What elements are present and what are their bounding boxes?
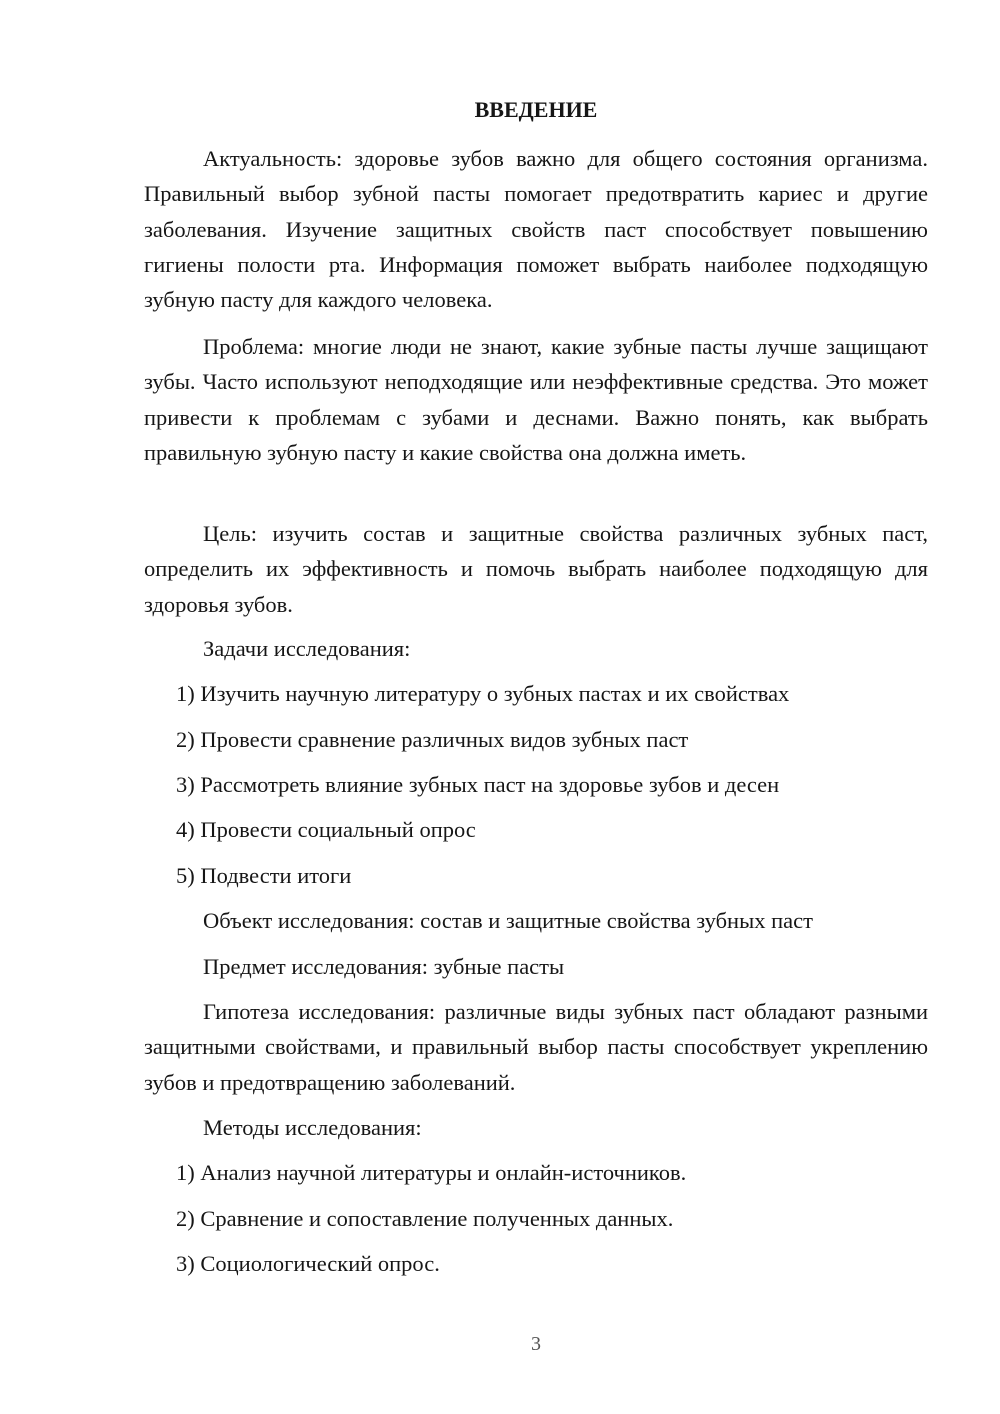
tasks-list-item: 5) Подвести итоги (176, 863, 352, 888)
tasks-heading-block (144, 631, 928, 666)
tasks-item-1-block (144, 676, 928, 711)
methods-heading-block (144, 1110, 928, 1145)
methods-heading: Методы исследования: (203, 1115, 422, 1140)
methods-item-3-block (144, 1246, 928, 1281)
tasks-item-5-block (144, 858, 928, 893)
methods-list-item: 1) Анализ научной литературы и онлайн-источников. (176, 1160, 687, 1185)
tasks-list-item: 1) Изучить научную литературу о зубных пастах и их свойствах (176, 681, 790, 706)
object-paragraph: Объект исследования: состав и защитные свойства зубных паст (203, 908, 813, 933)
page-number: 3 (531, 1333, 541, 1355)
methods-item-1-block (144, 1155, 928, 1190)
tasks-list-item: 3) Рассмотреть влияние зубных паст на здоровье зубов и десен (176, 772, 780, 797)
relevance-paragraph: Актуальность: здоровье зубов важно для общего состояния организма. Правильный выбор зубной пасты помогает предотвратить кариес и другие заболевания. Изучение защитных свойств паст способствует повышению гигиены полости рта. Информация поможет выбрать наиболее подходящую зубную пасту для каждого человека. (144, 146, 928, 313)
tasks-item-4-block (144, 812, 928, 847)
tasks-list-item: 2) Провести сравнение различных видов зубных паст (176, 727, 689, 752)
hypothesis-block (144, 994, 928, 1100)
tasks-list-item: 4) Провести социальный опрос (176, 817, 476, 842)
relevance-block (144, 141, 928, 317)
problem-paragraph: Проблема: многие люди не знают, какие зубные пасты лучше защищают зубы. Часто используют неподходящие или неэффективные средства. Это может привести к проблемам с зубами и деснами. Важно понять, как выбрать правильную зубную пасту и какие свойства она должна иметь. (144, 334, 928, 465)
tasks-item-3-block (144, 767, 928, 802)
problem-block (144, 329, 928, 470)
tasks-heading: Задачи исследования: (203, 636, 411, 661)
methods-list-item: 3) Социологический опрос. (176, 1251, 440, 1276)
hypothesis-paragraph: Гипотеза исследования: различные виды зубных паст обладают разными защитными свойствами, и правильный выбор пасты способствует укреплению зубов и предотвращению заболеваний. (144, 999, 928, 1095)
subject-paragraph: Предмет исследования: зубные пасты (203, 954, 565, 979)
goal-block (144, 516, 928, 622)
section-title: ВВЕДЕНИЕ (474, 97, 598, 122)
tasks-item-2-block (144, 722, 928, 757)
methods-item-2-block (144, 1201, 928, 1236)
goal-paragraph: Цель: изучить состав и защитные свойства различных зубных паст, определить их эффективность и помочь выбрать наиболее подходящую для здоровья зубов. (144, 521, 928, 617)
object-block (144, 903, 928, 938)
subject-block (144, 949, 928, 984)
methods-list-item: 2) Сравнение и сопоставление полученных данных. (176, 1206, 674, 1231)
